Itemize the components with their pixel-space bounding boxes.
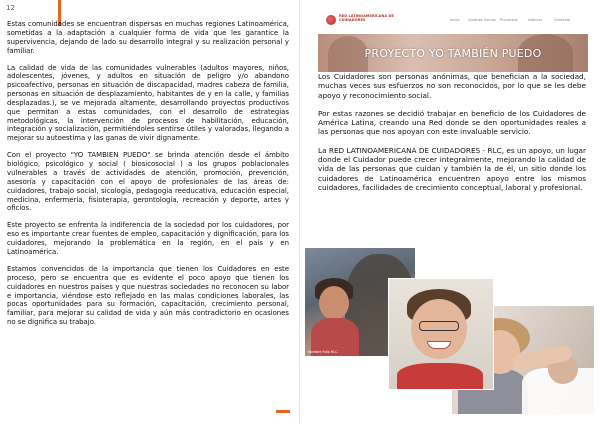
- left-paragraph-1: Estas comunidades se encuentran dispersas en muchas regiones Latinoamérica, sometidas a la adaptación a cualquier forma de vida que les garantice la supervivencia, dejando de lado su desarrollo integral y su realización personal y familiar.: [7, 20, 289, 55]
- left-paragraph-5: Estamos convencidos de la importancia que tienen los Cuidadores en este proceso, pero se encuentra que es evidente el poco apoyo que tienen los cuidadores en nuestros países y que nuestras sociedades no reconocen su labor e importancia, viéndose esto reflejado en las malas condiciones laborales, las pocas oportunidades para su formación, capacitación, crecimiento personal, familiar, para mejorar su calidad de vida y aún más contradictorio en ocasiones no se dignifica su trabajo.: [7, 265, 289, 327]
- nav-item-noticias[interactable]: Noticias: [528, 18, 543, 22]
- nav-item-quienes-somos[interactable]: Quiénes Somos: [468, 18, 496, 22]
- nav-item-inicio[interactable]: Inicio: [450, 18, 460, 22]
- left-paragraph-2: La calidad de vida de las comunidades vulnerables (adultos mayores, niños, adolescentes, jóvenes, y adultos en situación de peligro y/o abandono psicoafectivo, personas en situación de discapacidad, madres cabeza de familia, personas en situación de desplazamiento, habitantes de y en la calle, y familias desplazadas.), se ve mejorada altamente, desarrollando proyectos productivos que permitan a estas comunidades, con el desarrollo de estrategias metodológicas, la intervención de procesos de habilitación, educación, integración y socialización, permitiéndoles sentirse útiles y valoradas, llegando a mejorar su autoestima y las ganas de vivir dignamente.: [7, 63, 289, 143]
- photo-caption: Nombre Foto RLC: [308, 350, 338, 354]
- left-paragraph-3: Con el proyecto "YO TAMBIEN PUEDO" se brinda atención desde el ámbito biológico, psicológico y social ( biosicosocial ) a los grupos poblacionales vulnerables a través de actividades de atención, promoción, prevención, asesoría y capacitación con el apoyo de profesionales de las áreas de: cuidadores, trabajo social, sicología, pedagogía reeducativa, educación especial, medicina, enfermería, fisioterapia, gerontología, recreación y deporte, artes y oficios.: [7, 151, 289, 213]
- rlc-logo-icon: [326, 15, 336, 25]
- nav-item-contacto[interactable]: Contacto: [554, 18, 571, 22]
- website-navbar: [318, 8, 588, 34]
- page-number: 12: [6, 4, 15, 12]
- right-paragraph-1: Los Cuidadores son personas anónimas, que benefician a la sociedad, muchas veces sus esfuerzos no son reconocidos, por lo que se les debe apoyo y reconocimiento social.: [318, 72, 586, 100]
- nav-item-proyectos[interactable]: Proyectos: [500, 18, 518, 22]
- website-banner: [318, 8, 588, 72]
- banner-title: PROYECTO YO TAMBIÉN PUEDO: [364, 47, 542, 60]
- right-paragraph-2: Por estas razones se decidió trabajar en beneficio de los Cuidadores de América Latina, creando una Red donde se den oportunidades reales a las personas que nos apoyan con este invaluable servicio.: [318, 108, 586, 137]
- left-body-text: [7, 20, 289, 335]
- right-body-text: [318, 72, 586, 201]
- logo-text: RED LATINOAMERICANA DE CUIDADORES: [339, 14, 394, 23]
- right-paragraph-3: La RED LATINOAMERICANA DE CUIDADORES - RLC, es un apoyo, un lugar donde el Cuidador puede crecer integralmente, mejorando la calidad de vida de las personas que cuidan y también la de él, un sitio donde los cuidadores de Latinoamérica encuentren apoyo entre los mismos cuidadores, facilidades de crecimiento conceptual, laboral y profesional.: [318, 145, 586, 192]
- photo-smiling-child: [388, 278, 494, 390]
- accent-dash: [276, 410, 290, 413]
- left-paragraph-4: Este proyecto se enfrenta la indiferencia de la sociedad por los cuidadores, por eso es importante crear fuentes de empleo, capacitación y dignificación, para los cuidadores, mejorando la problemática en la región, en el país y en Latinoamérica.: [7, 221, 289, 256]
